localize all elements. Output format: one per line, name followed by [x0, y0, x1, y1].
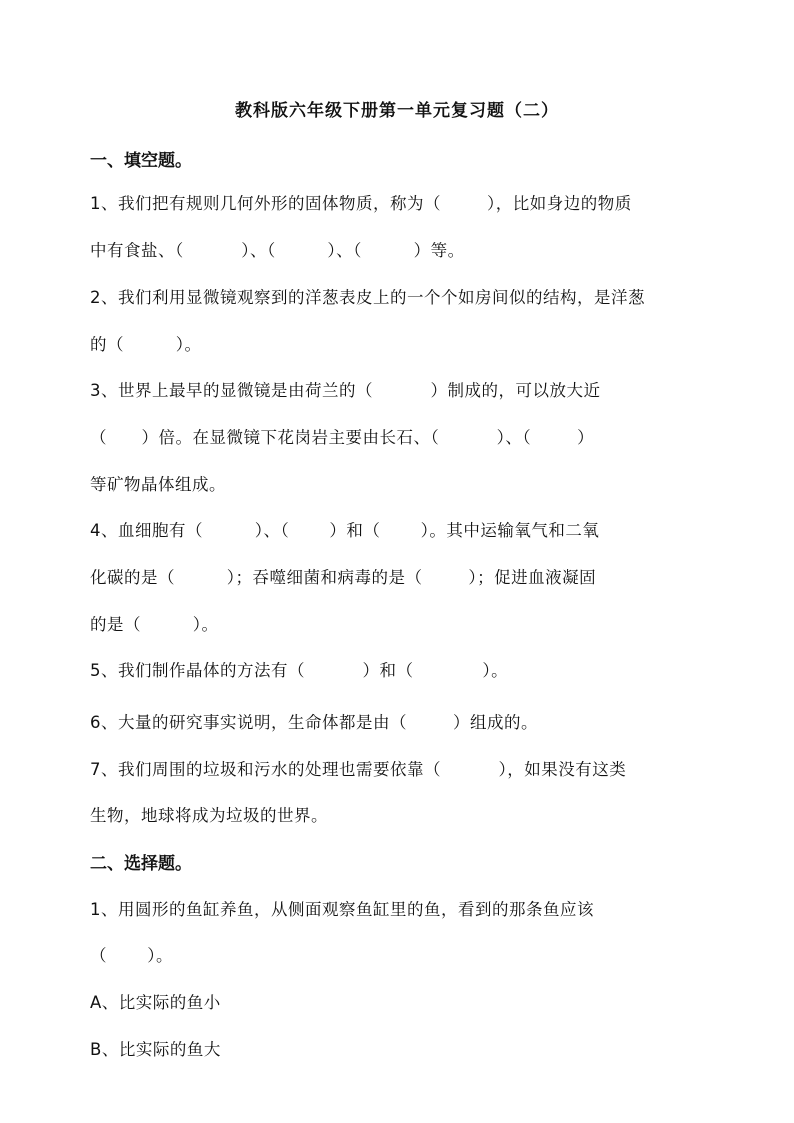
section-fill-heading: 一、填空题。: [90, 151, 192, 171]
question-line: 的是（ ）。: [90, 615, 219, 634]
question-line: 4、血细胞有（ ）、（ ）和（ ）。其中运输氧气和二氧: [90, 521, 600, 540]
question-line: 6、大量的研究事实说明，生命体都是由（ ）组成的。: [90, 713, 538, 732]
question-line: 1、用圆形的鱼缸养鱼，从侧面观察鱼缸里的鱼，看到的那条鱼应该: [90, 900, 594, 919]
page-title: 教科版六年级下册第一单元复习题（二）: [235, 101, 559, 121]
question-line: 1、我们把有规则几何外形的固体物质，称为（ ），比如身边的物质: [90, 194, 632, 213]
question-line: 2、我们利用显微镜观察到的洋葱表皮上的一个个如房间似的结构，是洋葱: [90, 288, 645, 307]
question-line: 化碳的是（ ）；吞噬细菌和病毒的是（ ）；促进血液凝固: [90, 568, 597, 587]
question-line: 等矿物晶体组成。: [90, 475, 226, 494]
question-line: 中有食盐、（ ）、（ ）、（ ）等。: [90, 241, 465, 260]
section-choice-heading: 二、选择题。: [90, 854, 192, 874]
question-line: 生物，地球将成为垃圾的世界。: [90, 806, 328, 825]
option-a: A、比实际的鱼小: [90, 993, 221, 1012]
question-line: 的（ ）。: [90, 335, 202, 354]
question-line: （ ）。: [90, 946, 173, 965]
question-line: （ ）倍。在显微镜下花岗岩主要由长石、（ ）、（ ）: [90, 428, 595, 447]
question-line: 7、我们周围的垃圾和污水的处理也需要依靠（ ），如果没有这类: [90, 760, 627, 779]
question-line: 3、世界上最早的显微镜是由荷兰的（ ）制成的，可以放大近: [90, 381, 601, 400]
option-b: B、比实际的鱼大: [90, 1040, 221, 1059]
question-line: 5、我们制作晶体的方法有（ ）和（ ）。: [90, 661, 509, 680]
